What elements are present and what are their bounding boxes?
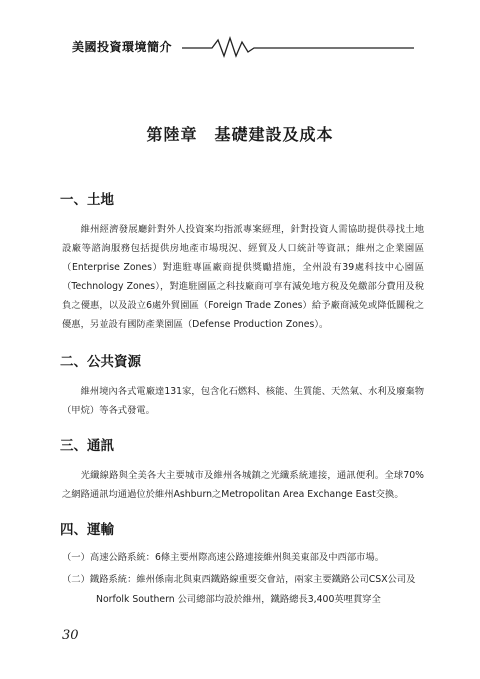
header-title: 美國投資環境簡介 [72, 40, 173, 54]
list-item-highway: （一）高速公路系統：6條主要州際高速公路連接維州與美東部及中西部市場。 [62, 552, 385, 563]
section-heading-transportation: 四、運輸 [60, 522, 114, 538]
paragraph-public-resources: 維州境內各式電廠達131家，包含化石燃料、核能、生質能、天然氣、水利及廢棄物（甲烷）等各式發電。 [62, 386, 424, 416]
paragraph-land: 維州經濟發展廳針對外人投資案均指派專案經理，針對投資人需協助提供尋找土地設廠等諮詢服務包括提供房地產市場現況、經貿及人口統計等資訊；維州之企業園區（Enterprise Zones）對進駐專區廠商提供獎勵措施，全州設有39處科技中心園區（Technology Zones），對進駐園區之科技廠商可享有減免地方稅及免繳部分費用及稅負之優惠，以及設立6處外貿園區（Foreign Trade Zones）給予廠商減免或降低關稅之優惠，另並設有國防產業園區（Defense Production Zones）。 [62, 224, 424, 330]
running-header [72, 34, 412, 60]
paragraph-communications: 光纖線路與全美各大主要城市及維州各城鎮之光纖系統連接，通訊便利。全球70%之網路通訊均通過位於維州Ashburn之Metropolitan Area Exchange East交換。 [62, 470, 424, 500]
list-item-railway: （二）鐵路系統：維州係南北與東西鐵路線重要交會站，兩家主要鐵路公司CSX公司及Norfolk Southern 公司總部均設於維州，鐵路總長3,400英哩貫穿全 [62, 574, 416, 605]
section-heading-communications: 三、通訊 [60, 438, 114, 454]
heartbeat-line-decoration [182, 34, 414, 60]
chapter-title: 第陸章 基礎建設及成本 [146, 125, 334, 144]
section-heading-public-resources: 二、公共資源 [60, 354, 141, 370]
section-heading-land: 一、土地 [60, 192, 114, 208]
page-number: 30 [62, 628, 79, 643]
